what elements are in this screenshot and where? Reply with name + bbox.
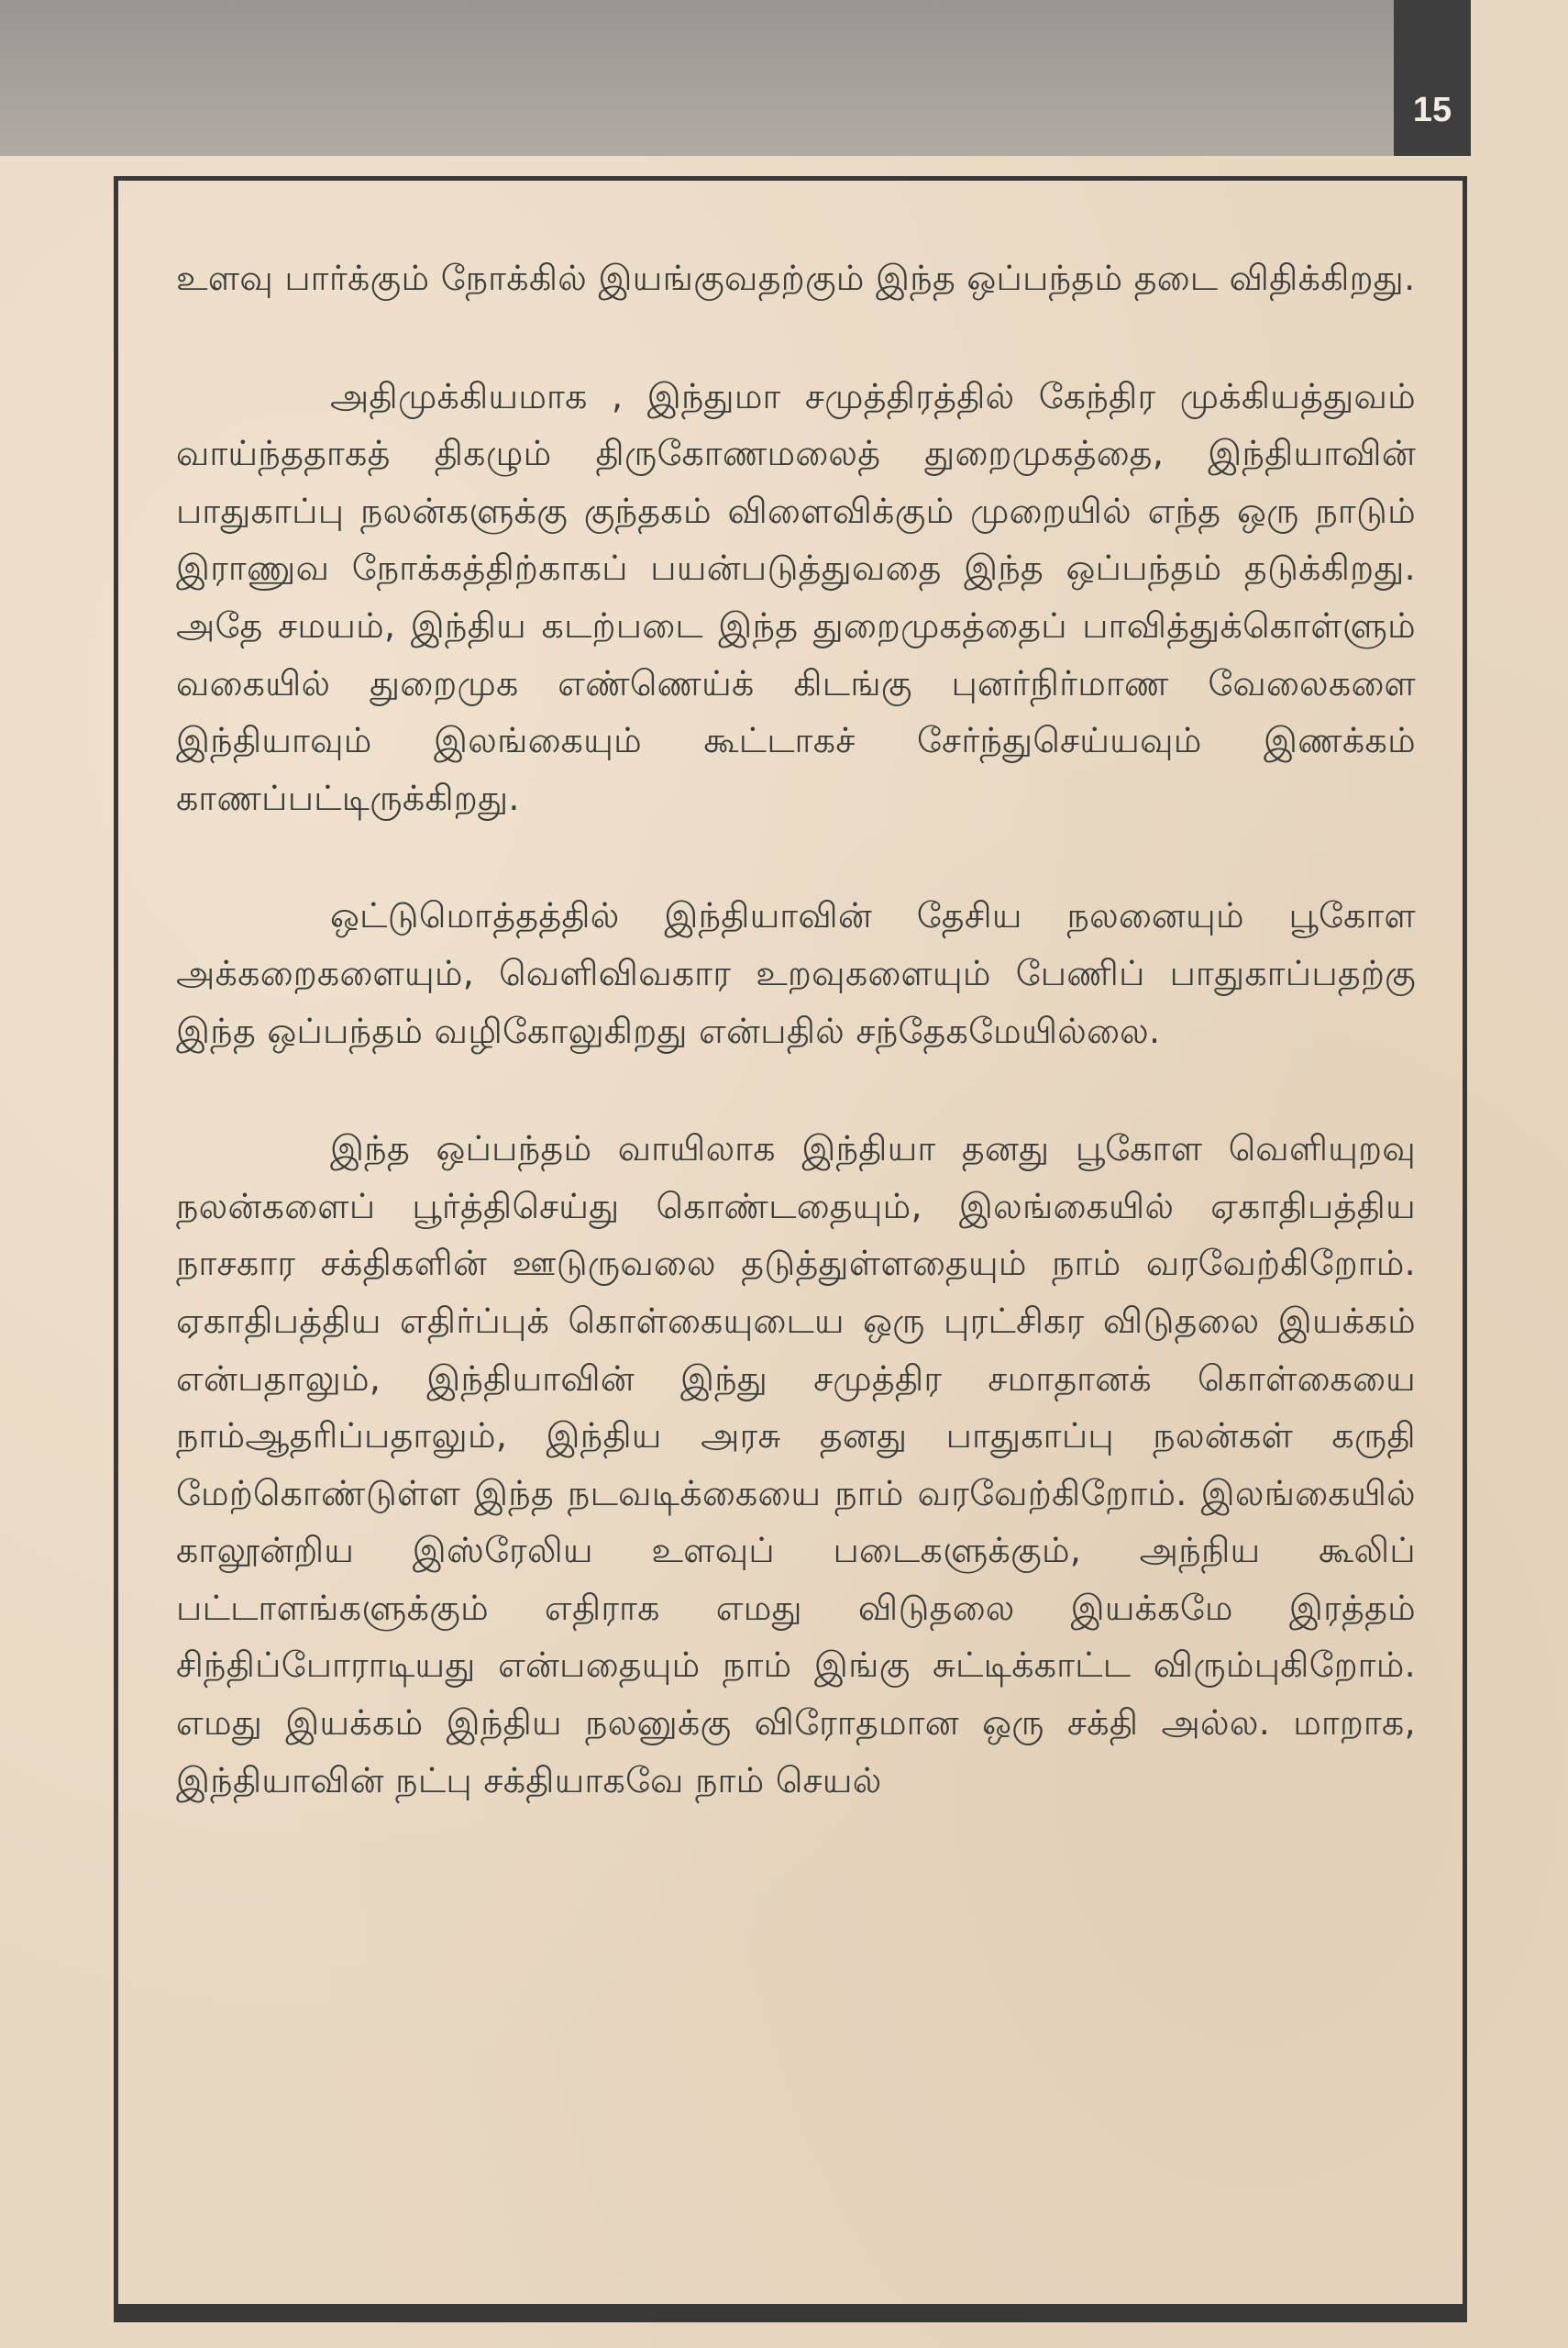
article-body: [176, 249, 1416, 1869]
page-number-box: [1394, 0, 1471, 156]
paragraph-2: அதிமுக்கியமாக , இந்துமா சமுத்திரத்தில் கேந்திர முக்கியத்துவம் வாய்ந்ததாகத் திகழும் திருகோணமலைத் துறைமுகத்தை, இந்தியாவின் பாதுகாப்பு நலன்களுக்கு குந்தகம் விளைவிக்கும் முறையில் எந்த ஒரு நாடும் இராணுவ நோக்கத்திற்காகப் பயன்படுத்துவதை இந்த ஒப்பந்தம் தடுக்கிறது. அதே சமயம், இந்திய கடற்படை இந்த துறைமுகத்தைப் பாவித்துக்கொள்ளும் வகையில் துறைமுக எண்ணெய்க் கிடங்கு புனர்நிர்மாண வேலைகளை இந்தியாவும் இலங்கையும் கூட்டாகச் சேர்ந்துசெய்யவும் இணக்கம் காணப்பட்டிருக்கிறது.: [176, 375, 1416, 818]
paragraph-4: இந்த ஒப்பந்தம் வாயிலாக இந்தியா தனது பூகோள வெளியுறவு நலன்களைப் பூர்த்திசெய்து கொண்டதையும், இலங்கையில் ஏகாதிபத்திய நாசகார சக்திகளின் ஊடுருவலை தடுத்துள்ளதையும் நாம் வரவேற்கிறோம். ஏகாதிபத்திய எதிர்ப்புக் கொள்கையுடைய ஒரு புரட்சிகர விடுதலை இயக்கம் என்பதாலும், இந்தியாவின் இந்து சமுத்திர சமாதானக் கொள்கையை நாம்ஆதரிப்பதாலும், இந்திய அரசு தனது பாதுகாப்பு நலன்கள் கருதி மேற்கொண்டுள்ள இந்த நடவடிக்கையை நாம் வரவேற்கிறோம். இலங்கையில் காலூன்றிய இஸ்ரேலிய உளவுப் படைகளுக்கும், அந்நிய கூலிப் பட்டாளங்களுக்கும் எதிராக எமது விடுதலை இயக்கமே இரத்தம் சிந்திப்போராடியது என்பதையும் நாம் இங்கு சுட்டிக்காட்ட விரும்புகிறோம். எமது இயக்கம் இந்திய நலனுக்கு விரோதமான ஒரு சக்தி அல்ல. மாறாக, இந்தியாவின் நட்பு சக்தியாகவே நாம் செயல்: [176, 1128, 1416, 1800]
page-number: 15: [1412, 91, 1452, 129]
paragraph-1: உளவு பார்க்கும் நோக்கில் இயங்குவதற்கும் இந்த ஒப்பந்தம் தடை விதிக்கிறது.: [176, 258, 1416, 298]
paragraph-3: ஒட்டுமொத்தத்தில் இந்தியாவின் தேசிய நலனையும் பூகோள அக்கறைகளையும், வெளிவிவகார உறவுகளையும் பேணிப் பாதுகாப்பதற்கு இந்த ஒப்பந்தம் வழிகோலுகிறது என்பதில் சந்தேகமேயில்லை.: [176, 895, 1416, 1051]
header-band: [0, 0, 1394, 156]
